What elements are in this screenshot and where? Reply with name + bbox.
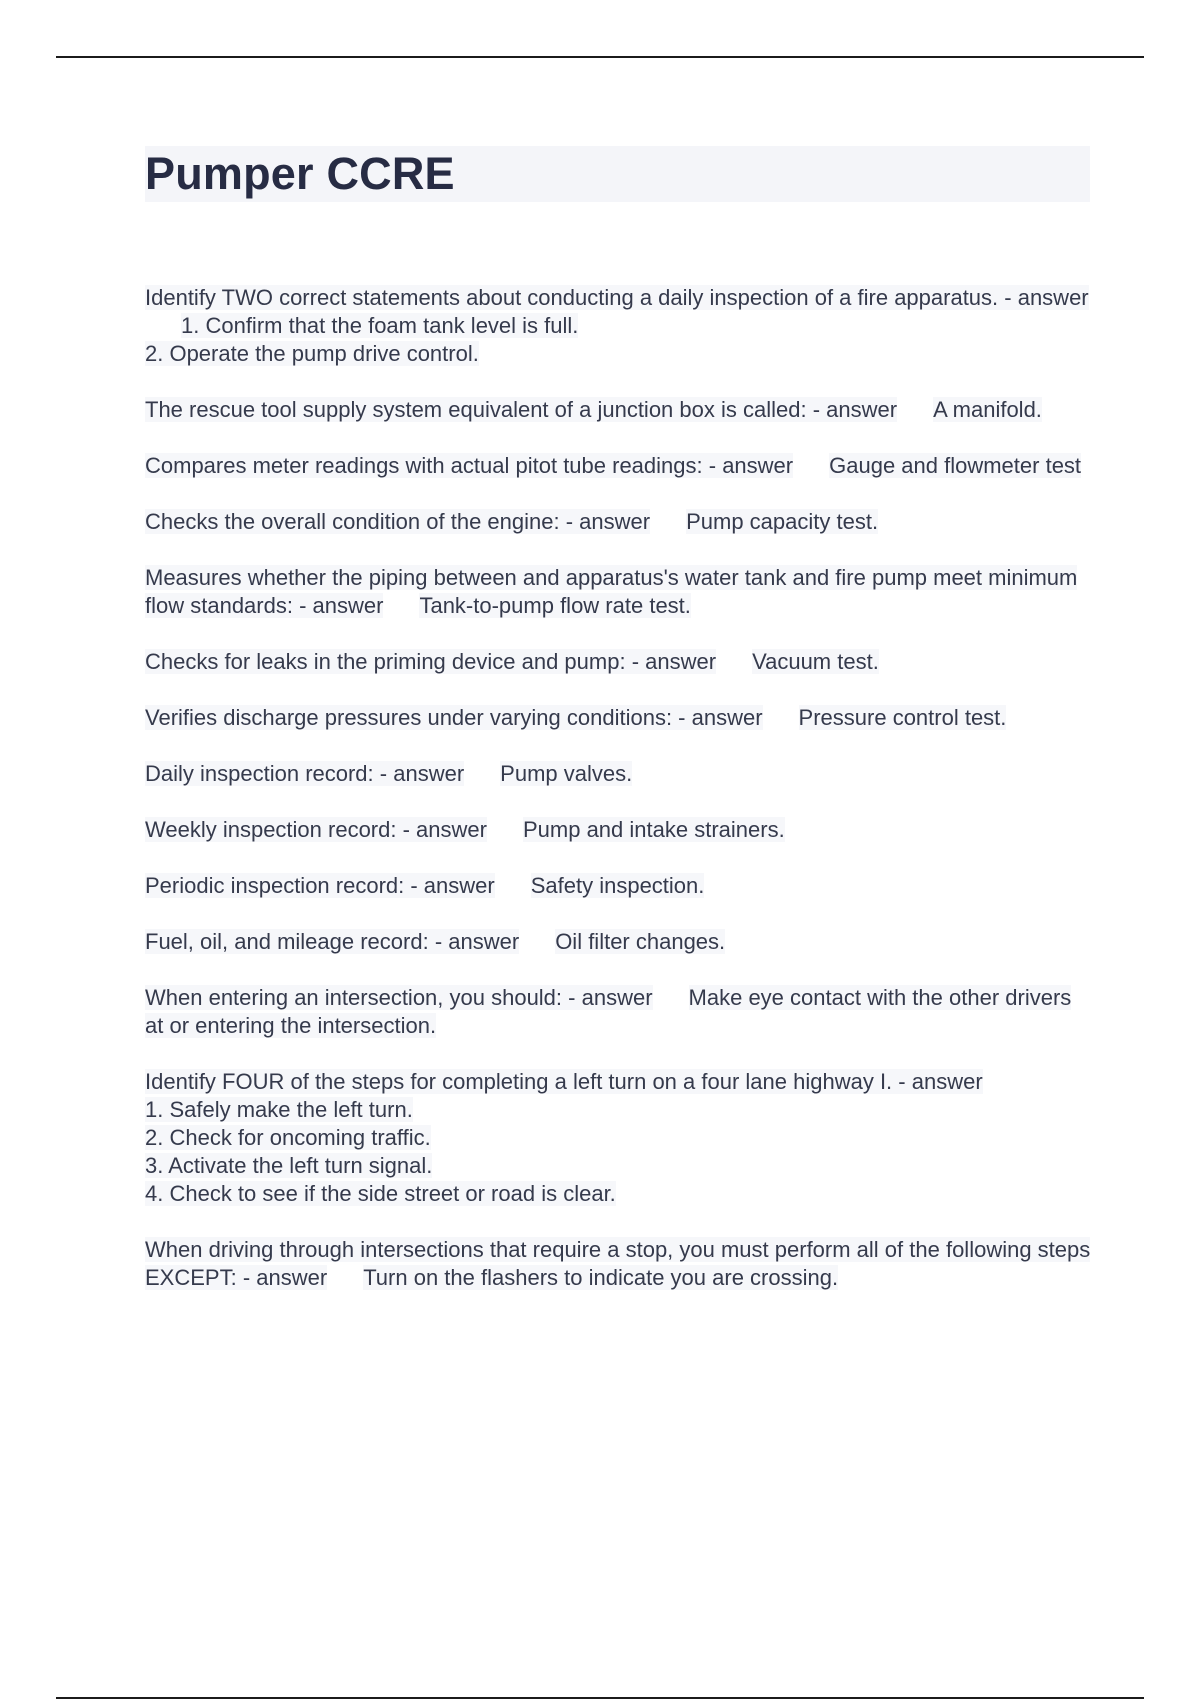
bottom-rule [56,1697,1144,1699]
answer-line: 1. Confirm that the foam tank level is full. [181,313,579,338]
answer-text: Tank-to-pump flow rate test. [419,593,691,618]
answer-text: Make eye contact with the other drivers at or entering the intersection. [145,985,1072,1038]
answer-separator: - answer [998,285,1089,310]
question-text: Verifies discharge pressures under varying conditions: [145,705,673,730]
answer-separator: - answer [292,593,384,618]
qa-item [145,984,1095,1040]
question-text: Identify FOUR of the steps for completing a left turn on a four lane highway I. [145,1069,893,1094]
answer-text: Pressure control test. [798,705,1007,730]
answer-separator: - answer [428,929,520,954]
answer-text: A manifold. [933,397,1042,422]
question-text: Daily inspection record: [145,761,374,786]
question-text: Fuel, oil, and mileage record: [145,929,429,954]
qa-item [145,928,1095,956]
question-text: When entering an intersection, you should: [145,985,563,1010]
qa-item [145,872,1095,900]
answer-separator: - answer [396,817,487,842]
question-text: Compares meter readings with actual pitot tube readings: [145,453,703,478]
answer-separator: - answer [806,397,898,422]
qa-item [145,1236,1095,1292]
answer-line: 2. Check for oncoming traffic. [145,1125,431,1150]
answer-separator: - answer [373,761,465,786]
answer-text: Pump and intake strainers. [522,817,785,842]
answer-text: Turn on the flashers to indicate you are crossing. [363,1265,839,1290]
question-text: Periodic inspection record: [145,873,405,898]
qa-item [145,452,1095,480]
answer-text: Vacuum test. [752,649,879,674]
answer-separator: - answer [236,1265,328,1290]
qa-item [145,564,1095,620]
answer-text: Pump capacity test. [686,509,879,534]
answer-line: 1. Safely make the left turn. [145,1097,413,1122]
qa-item [145,508,1095,536]
answer-separator: - answer [562,985,653,1010]
qa-item [145,396,1095,424]
qa-item [145,284,1095,368]
qa-item [145,760,1095,788]
question-text: Measures whether the piping between and apparatus's water tank and fire pump meet minimum flow standards: [145,565,1078,618]
question-text: The rescue tool supply system equivalent of a junction box is called: [145,397,807,422]
answer-line: 3. Activate the left turn signal. [145,1153,433,1178]
answer-separator: - answer [672,705,763,730]
question-text: Identify TWO correct statements about conducting a daily inspection of a fire apparatus. [145,285,999,310]
answer-separator: - answer [892,1069,983,1094]
qa-item [145,1068,1095,1208]
question-text: Weekly inspection record: [145,817,397,842]
qa-item [145,648,1095,676]
question-text: When driving through intersections that require a stop, you must perform all of the following steps EXCEPT: [145,1237,1091,1290]
answer-separator: - answer [559,509,651,534]
answer-line: 2. Operate the pump drive control. [145,341,479,366]
answer-text: Safety inspection. [530,873,705,898]
document-title: Pumper CCRE [145,148,455,199]
answer-text: Oil filter changes. [555,929,726,954]
answer-separator: - answer [404,873,495,898]
question-text: Checks for leaks in the priming device and pump: [145,649,626,674]
qa-item [145,704,1095,732]
qa-item [145,816,1095,844]
title-block [145,146,1090,202]
answer-line: 4. Check to see if the side street or road is clear. [145,1181,616,1206]
answer-separator: - answer [702,453,794,478]
question-text: Checks the overall condition of the engine: [145,509,560,534]
answer-separator: - answer [625,649,717,674]
qa-list [145,284,1095,1320]
answer-text: Pump valves. [500,761,633,786]
answer-text: Gauge and flowmeter test [829,453,1082,478]
top-rule [56,56,1144,58]
